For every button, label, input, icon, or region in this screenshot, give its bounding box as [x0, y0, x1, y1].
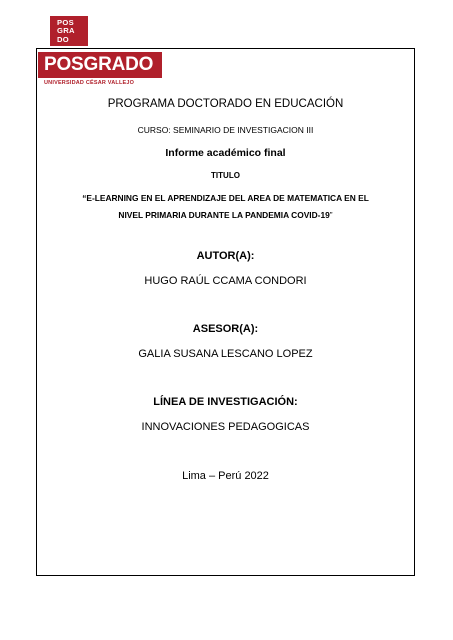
- author-name: HUGO RAÚL CCAMA CONDORI: [144, 275, 307, 287]
- logo-mark-line-2: GRA: [57, 26, 75, 36]
- research-line-label: LÍNEA DE INVESTIGACIÓN:: [153, 396, 298, 408]
- logo-mark-line-1: POS: [57, 18, 74, 27]
- course-name: CURSO: SEMINARIO DE INVESTIGACION III: [137, 125, 314, 135]
- advisor-name: GALIA SUSANA LESCANO LOPEZ: [138, 348, 313, 360]
- author-label: AUTOR(A):: [196, 250, 255, 262]
- posgrado-logo-mark: [50, 16, 88, 46]
- advisor-label: ASESOR(A):: [192, 323, 259, 335]
- thesis-title-close-quote: ”: [329, 210, 333, 220]
- program-name: PROGRAMA DOCTORADO EN EDUCACIÓN: [107, 98, 344, 110]
- research-line-value: INNOVACIONES PEDAGOGICAS: [141, 421, 310, 433]
- university-name: UNIVERSIDAD CÉSAR VALLEJO: [44, 80, 135, 86]
- logo-mark-line-3: DO: [57, 34, 69, 44]
- thesis-title-line-2: [36, 210, 415, 220]
- title-label: TITULO: [211, 171, 240, 180]
- thesis-title-line-2-text: NIVEL PRIMARIA DURANTE LA PANDEMIA COVID-19: [118, 210, 330, 220]
- place-and-date: Lima – Perú 2022: [182, 470, 269, 482]
- posgrado-logo-wordmark: POSGRADO: [38, 52, 162, 78]
- report-type: Informe académico final: [165, 147, 286, 159]
- thesis-title-line-1: “E-LEARNING EN EL APRENDIZAJE DEL AREA DE MATEMATICA EN EL: [82, 193, 369, 203]
